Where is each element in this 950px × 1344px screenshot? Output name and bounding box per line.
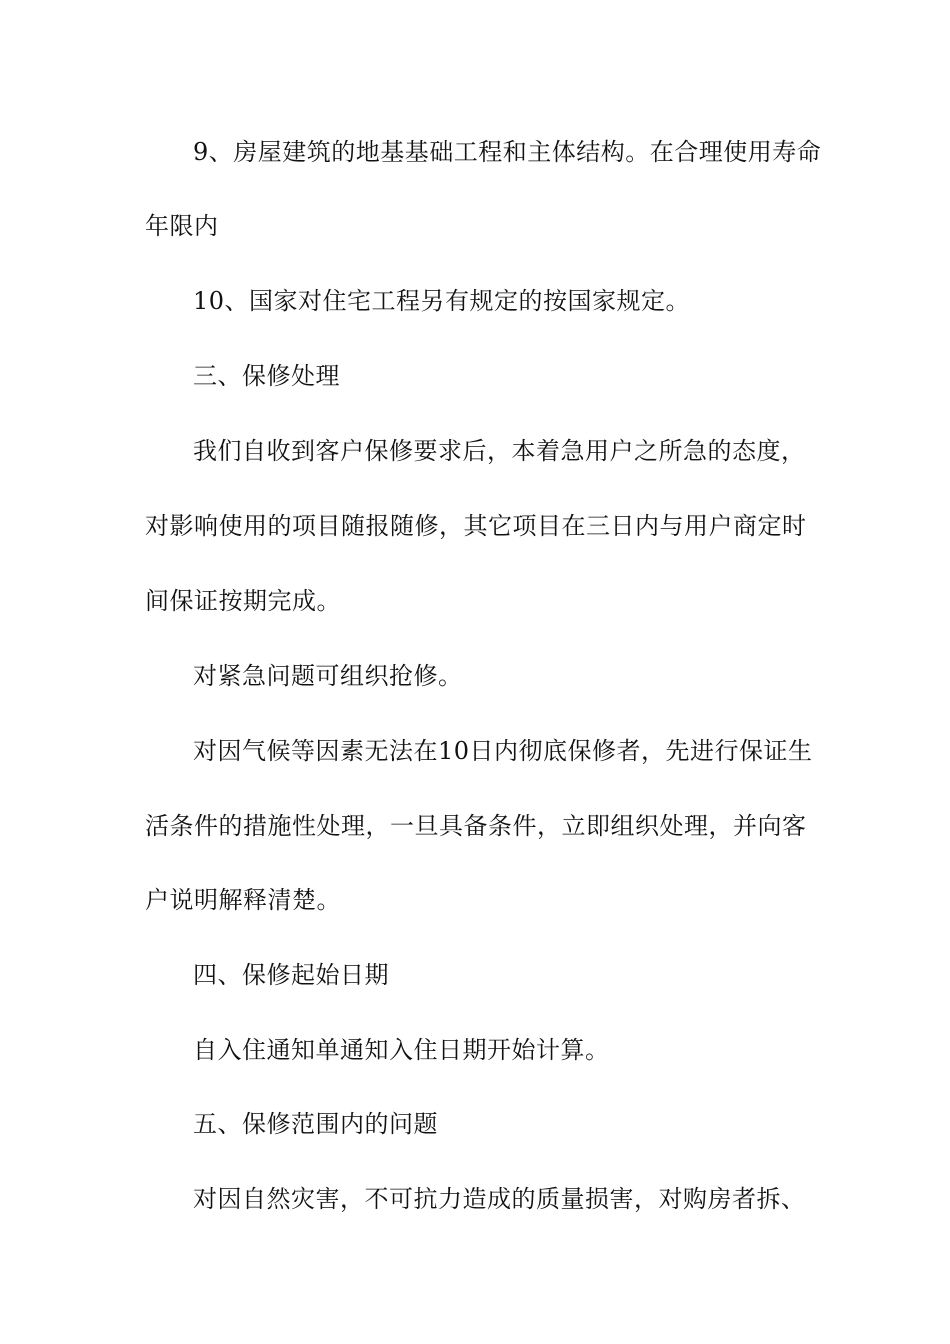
paragraph-line: 活条件的措施性处理，一旦具备条件，立即组织处理，并向客 [145,812,807,840]
paragraph-line: 自入住通知单通知入住日期开始计算。 [193,1036,610,1064]
paragraph-line: 10、国家对住宅工程另有规定的按国家规定。 [193,287,691,315]
paragraph-line: 对紧急问题可组织抢修。 [193,662,463,690]
paragraph-line: 对因自然灾害，不可抗力造成的质量损害，对购房者拆、 [193,1185,806,1213]
paragraph-line: 对影响使用的项目随报随修，其它项目在三日内与用户商定时 [145,512,807,540]
paragraph-line: 我们自收到客户保修要求后，本着急用户之所急的态度， [193,437,806,465]
paragraph-line: 户说明解释清楚。 [145,886,341,914]
paragraph-line: 9、房屋建筑的地基基础工程和主体结构。在合理使用寿命 [193,138,822,166]
section-heading: 四、保修起始日期 [193,961,389,989]
section-heading: 五、保修范围内的问题 [193,1110,438,1138]
section-heading: 三、保修处理 [193,362,340,390]
paragraph-line: 年限内 [145,212,219,240]
paragraph-line: 间保证按期完成。 [145,587,341,615]
paragraph-line: 对因气候等因素无法在10日内彻底保修者，先进行保证生 [193,737,813,765]
